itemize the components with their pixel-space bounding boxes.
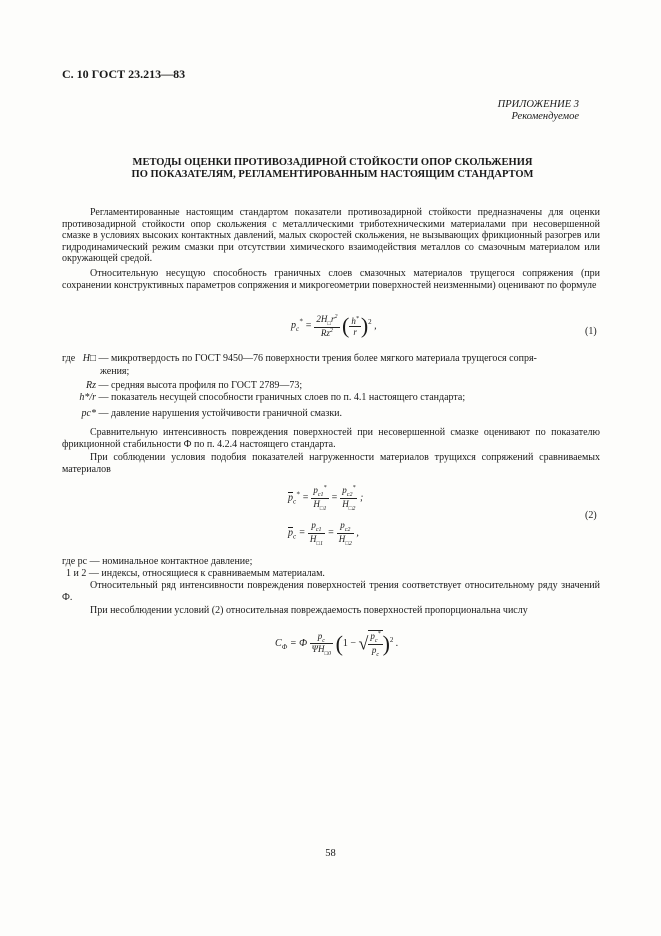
page-header: С. 10 ГОСТ 23.213—83 bbox=[62, 67, 186, 81]
paragraph-4: При соблюдении условия подобия показателей нагруженности материалов трущихся сопряжений сравниваемых материалов bbox=[62, 452, 600, 475]
formula-1-fraction: $\frac{2H_□r^2}{Rz^2}$ bbox=[316, 314, 338, 338]
appendix-status: Рекомендуемое bbox=[511, 111, 579, 122]
paragraph-5: Относительный ряд интенсивности повреждения поверхностей трения соответствует относительному ряду значений Ф. bbox=[62, 580, 600, 603]
section-title: МЕТОДЫ ОЦЕНКИ ПРОТИВОЗАДИРНОЙ СТОЙКОСТИ ОПОР СКОЛЬЖЕНИЯ ПО ПОКАЗАТЕЛЯМ, РЕГЛАМЕНТИРОВАННЫМ НАСТОЯЩИМ СТАНДАРТОМ bbox=[131, 157, 534, 180]
paragraph-2: Относительную несущую способность граничных слоев смазочных материалов трущегося сопряжения (при сохранении конструктивных параметров сопряжения и микрогеометрии поверхностей неизменными) оценивают по формуле bbox=[62, 268, 600, 291]
definition-rz bbox=[78, 380, 302, 392]
def-text: — показатель несущей способности граничных слоев по п. 4.1 настоящего стандарта; bbox=[98, 392, 466, 403]
def-text: — микротвердость по ГОСТ 9450—76 поверхности трения более мягкого материала трущегося сопря- bbox=[98, 353, 537, 364]
appendix-number: ПРИЛОЖЕНИЕ 3 bbox=[497, 99, 579, 110]
def-text: — номинальное контактное давление; bbox=[89, 556, 253, 567]
def-symbol: 1 и 2 bbox=[66, 568, 87, 579]
equation-number-1: (1) bbox=[585, 326, 597, 337]
def-symbol: Rz bbox=[86, 380, 96, 391]
formula-1: $p_c^*$ = $\frac{2H_□r^2}{Rz^2}$ ( $\frac{h^*}{r}$ )$^2$ , bbox=[291, 313, 377, 338]
definition-continuation: жения; bbox=[100, 366, 130, 377]
definition-h-r bbox=[64, 392, 465, 404]
paragraph-6: При несоблюдении условий (2) относительная повреждаемость поверхностей пропорциональна числу bbox=[90, 605, 528, 616]
def-text: — давление нарушения устойчивости граничной смазки. bbox=[98, 408, 343, 419]
definition-microhardness bbox=[78, 353, 598, 365]
where-label: где bbox=[62, 353, 76, 364]
definition-indices bbox=[66, 568, 325, 580]
formula-2b: $\overline{p}_c$ = $\frac{p_{c1}}{H_{□1}}$ = $\frac{p_{c2}}{H_{□2}}$ , bbox=[288, 520, 359, 547]
page-number: 58 bbox=[325, 848, 336, 859]
formula-3: $C_Ф = Ф$ $\frac{p_c}{\Psi H_{□0}}$ (1 − √ $\frac{p_c^*}{p_c}$ )$^2$ . bbox=[275, 630, 399, 658]
equation-number-2: (2) bbox=[585, 510, 597, 521]
paragraph-3: Сравнительную интенсивность повреждения поверхностей при несовершенной смазке оценивают по показателю фрикционной стабильности Ф по п. 4.2.4 настоящего стандарта. bbox=[62, 427, 600, 450]
paragraph-1: Регламентированные настоящим стандартом показатели противозадирной стойкости предназначены для оценки противозадирной стойкости опор скольжения с металлическими триботехническими материалами при несовершенной смазке в условиях высоких контактных давлений, малых скоростей скольжения, не вызывающих фрикционный разогрев или гидродинамический режим смазки при отсутствии химического взаимодействия металлов со смазочным материалом или окружающей средой. bbox=[62, 207, 600, 265]
def-symbol: H□ bbox=[82, 353, 96, 364]
formula-2a: $\overline{p}_c^*$ = $\frac{p_{c1}^*}{H_{□1}}$ = $\frac{p_{c2}^*}{H_{□2}}$ ; bbox=[288, 485, 364, 512]
definition-nominal-pressure bbox=[62, 556, 252, 568]
def-text: — индексы, относящиеся к сравниваемым материалам. bbox=[88, 568, 325, 579]
def-symbol: pc* bbox=[81, 408, 96, 419]
def-symbol: где pc bbox=[62, 556, 88, 567]
definition-pc bbox=[78, 408, 342, 420]
def-text: — средняя высота профиля по ГОСТ 2789—73; bbox=[98, 380, 303, 391]
def-symbol: h*/r bbox=[79, 392, 96, 403]
appendix-label bbox=[498, 99, 579, 123]
